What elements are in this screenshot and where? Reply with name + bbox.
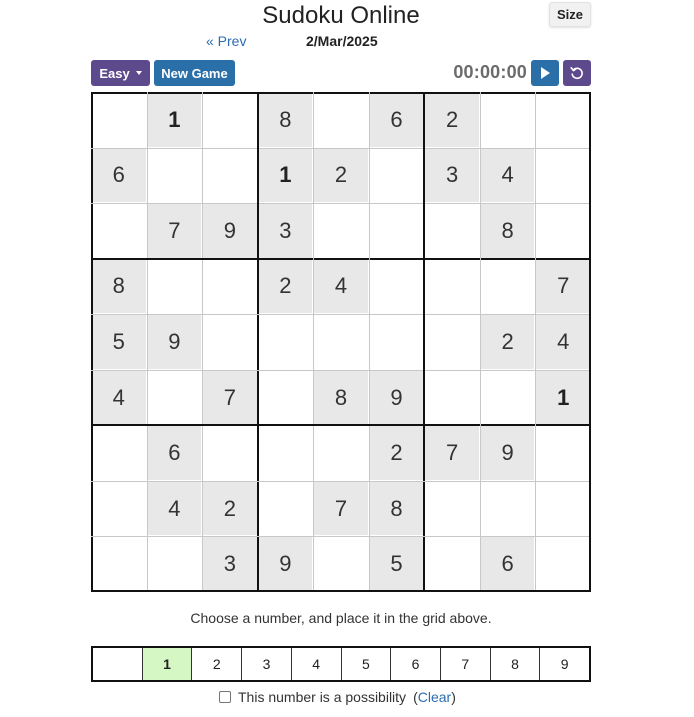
board-cell-r6c1[interactable]: 4 [92,371,146,425]
board-cell-r2c7[interactable]: 3 [425,149,479,203]
board-cell-r5c9[interactable]: 4 [536,315,590,369]
number-picker [91,646,591,682]
reset-icon [570,66,584,80]
clear-link[interactable]: Clear [417,689,452,705]
board-cell-r4c8[interactable] [481,260,535,314]
size-button[interactable]: Size [549,2,591,27]
board-cell-r3c1[interactable] [92,204,146,258]
board-cell-r3c7[interactable] [425,204,479,258]
board-cell-r9c1[interactable] [92,537,146,591]
difficulty-dropdown[interactable] [91,60,150,86]
board-cell-r4c1[interactable]: 8 [92,260,146,314]
instructions-text: Choose a number, and place it in the grid above. [190,610,492,626]
board-cell-r1c9[interactable] [536,93,590,147]
board-cell-r2c6[interactable] [370,149,424,203]
board-cell-r6c9[interactable]: 1 [536,371,590,425]
picker-number-4[interactable]: 4 [291,648,341,680]
page-title: Sudoku Online [262,2,420,29]
board-cell-r5c1[interactable]: 5 [92,315,146,369]
game-timer: 00:00:00 [453,62,527,82]
picker-number-7[interactable]: 7 [440,648,490,680]
board-cell-r8c4[interactable] [259,482,313,536]
board-cell-r4c5[interactable]: 4 [314,260,368,314]
reset-button[interactable] [563,60,591,86]
board-cell-r7c8[interactable]: 9 [481,426,535,480]
board-cell-r1c6[interactable]: 6 [370,93,424,147]
board-cell-r7c9[interactable] [536,426,590,480]
prev-link[interactable]: « Prev [206,33,247,49]
board-cell-r4c3[interactable] [203,260,257,314]
board-cell-r6c6[interactable]: 9 [370,371,424,425]
board-cell-r9c5[interactable] [314,537,368,591]
board-cell-r7c2[interactable]: 6 [148,426,202,480]
board-cell-r8c9[interactable] [536,482,590,536]
board-cell-r8c5[interactable]: 7 [314,482,368,536]
possibility-checkbox[interactable] [219,691,231,703]
sudoku-board [91,92,591,592]
board-cell-r9c8[interactable]: 6 [481,537,535,591]
board-cell-r5c8[interactable]: 2 [481,315,535,369]
board-cell-r2c1[interactable]: 6 [92,149,146,203]
picker-number-2[interactable]: 2 [191,648,241,680]
board-cell-r3c9[interactable] [536,204,590,258]
board-cell-r4c7[interactable] [425,260,479,314]
board-cell-r1c1[interactable] [92,93,146,147]
board-cell-r2c2[interactable] [148,149,202,203]
picker-number-6[interactable]: 6 [390,648,440,680]
board-cell-r1c5[interactable] [314,93,368,147]
board-cell-r5c7[interactable] [425,315,479,369]
board-cell-r1c8[interactable] [481,93,535,147]
board-cell-r4c4[interactable]: 2 [259,260,313,314]
board-cell-r5c6[interactable] [370,315,424,369]
board-cell-r8c6[interactable]: 8 [370,482,424,536]
picker-number-8[interactable]: 8 [490,648,540,680]
board-cell-r7c6[interactable]: 2 [370,426,424,480]
board-cell-r1c3[interactable] [203,93,257,147]
possibility-option [219,689,456,705]
board-cell-r6c8[interactable] [481,371,535,425]
picker-number-9[interactable]: 9 [539,648,589,680]
board-cell-r9c9[interactable] [536,537,590,591]
board-cell-r4c6[interactable] [370,260,424,314]
board-cell-r8c3[interactable]: 2 [203,482,257,536]
board-cell-r9c7[interactable] [425,537,479,591]
play-button[interactable] [531,60,559,86]
board-cell-r6c2[interactable] [148,371,202,425]
picker-number-5[interactable]: 5 [341,648,391,680]
board-cell-r8c8[interactable] [481,482,535,536]
board-cell-r9c3[interactable]: 3 [203,537,257,591]
board-cell-r7c7[interactable]: 7 [425,426,479,480]
board-cell-r3c3[interactable]: 9 [203,204,257,258]
puzzle-date: 2/Mar/2025 [306,33,378,49]
board-cell-r2c3[interactable] [203,149,257,203]
board-cell-r8c7[interactable] [425,482,479,536]
chevron-down-icon [136,71,142,75]
picker-number-1[interactable]: 1 [142,648,192,680]
board-cell-r5c4[interactable] [259,315,313,369]
board-cell-r3c4[interactable]: 3 [259,204,313,258]
board-cell-r7c5[interactable] [314,426,368,480]
board-cell-r5c2[interactable]: 9 [148,315,202,369]
board-cell-r2c5[interactable]: 2 [314,149,368,203]
board-cell-r6c5[interactable]: 8 [314,371,368,425]
board-cell-r2c9[interactable] [536,149,590,203]
play-icon [539,66,551,80]
clear-open-paren: ( [413,689,418,705]
board-cell-r3c6[interactable] [370,204,424,258]
board-cell-r3c2[interactable]: 7 [148,204,202,258]
board-cell-r5c5[interactable] [314,315,368,369]
board-cell-r9c6[interactable]: 5 [370,537,424,591]
board-cell-r6c7[interactable] [425,371,479,425]
board-cell-r6c3[interactable]: 7 [203,371,257,425]
board-cell-r5c3[interactable] [203,315,257,369]
board-cell-r9c4[interactable]: 9 [259,537,313,591]
board-cell-r8c1[interactable] [92,482,146,536]
board-cell-r1c4[interactable]: 8 [259,93,313,147]
board-cell-r6c4[interactable] [259,371,313,425]
board-cell-r7c3[interactable] [203,426,257,480]
difficulty-label: Easy [99,65,130,81]
board-cell-r1c7[interactable]: 2 [425,93,479,147]
board-cell-r4c2[interactable] [148,260,202,314]
board-cell-r8c2[interactable]: 4 [148,482,202,536]
board-cell-r7c4[interactable] [259,426,313,480]
board-cell-r9c2[interactable] [148,537,202,591]
board-cell-r7c1[interactable] [92,426,146,480]
board-cell-r2c4[interactable]: 1 [259,149,313,203]
board-cell-r3c8[interactable]: 8 [481,204,535,258]
new-game-button[interactable]: New Game [154,60,235,86]
board-cell-r3c5[interactable] [314,204,368,258]
picker-erase[interactable] [93,648,142,680]
board-cell-r4c9[interactable]: 7 [536,260,590,314]
picker-number-3[interactable]: 3 [241,648,291,680]
clear-close-paren: ) [451,689,456,705]
board-cell-r2c8[interactable]: 4 [481,149,535,203]
board-cell-r1c2[interactable]: 1 [148,93,202,147]
possibility-label: This number is a possibility [238,689,407,705]
